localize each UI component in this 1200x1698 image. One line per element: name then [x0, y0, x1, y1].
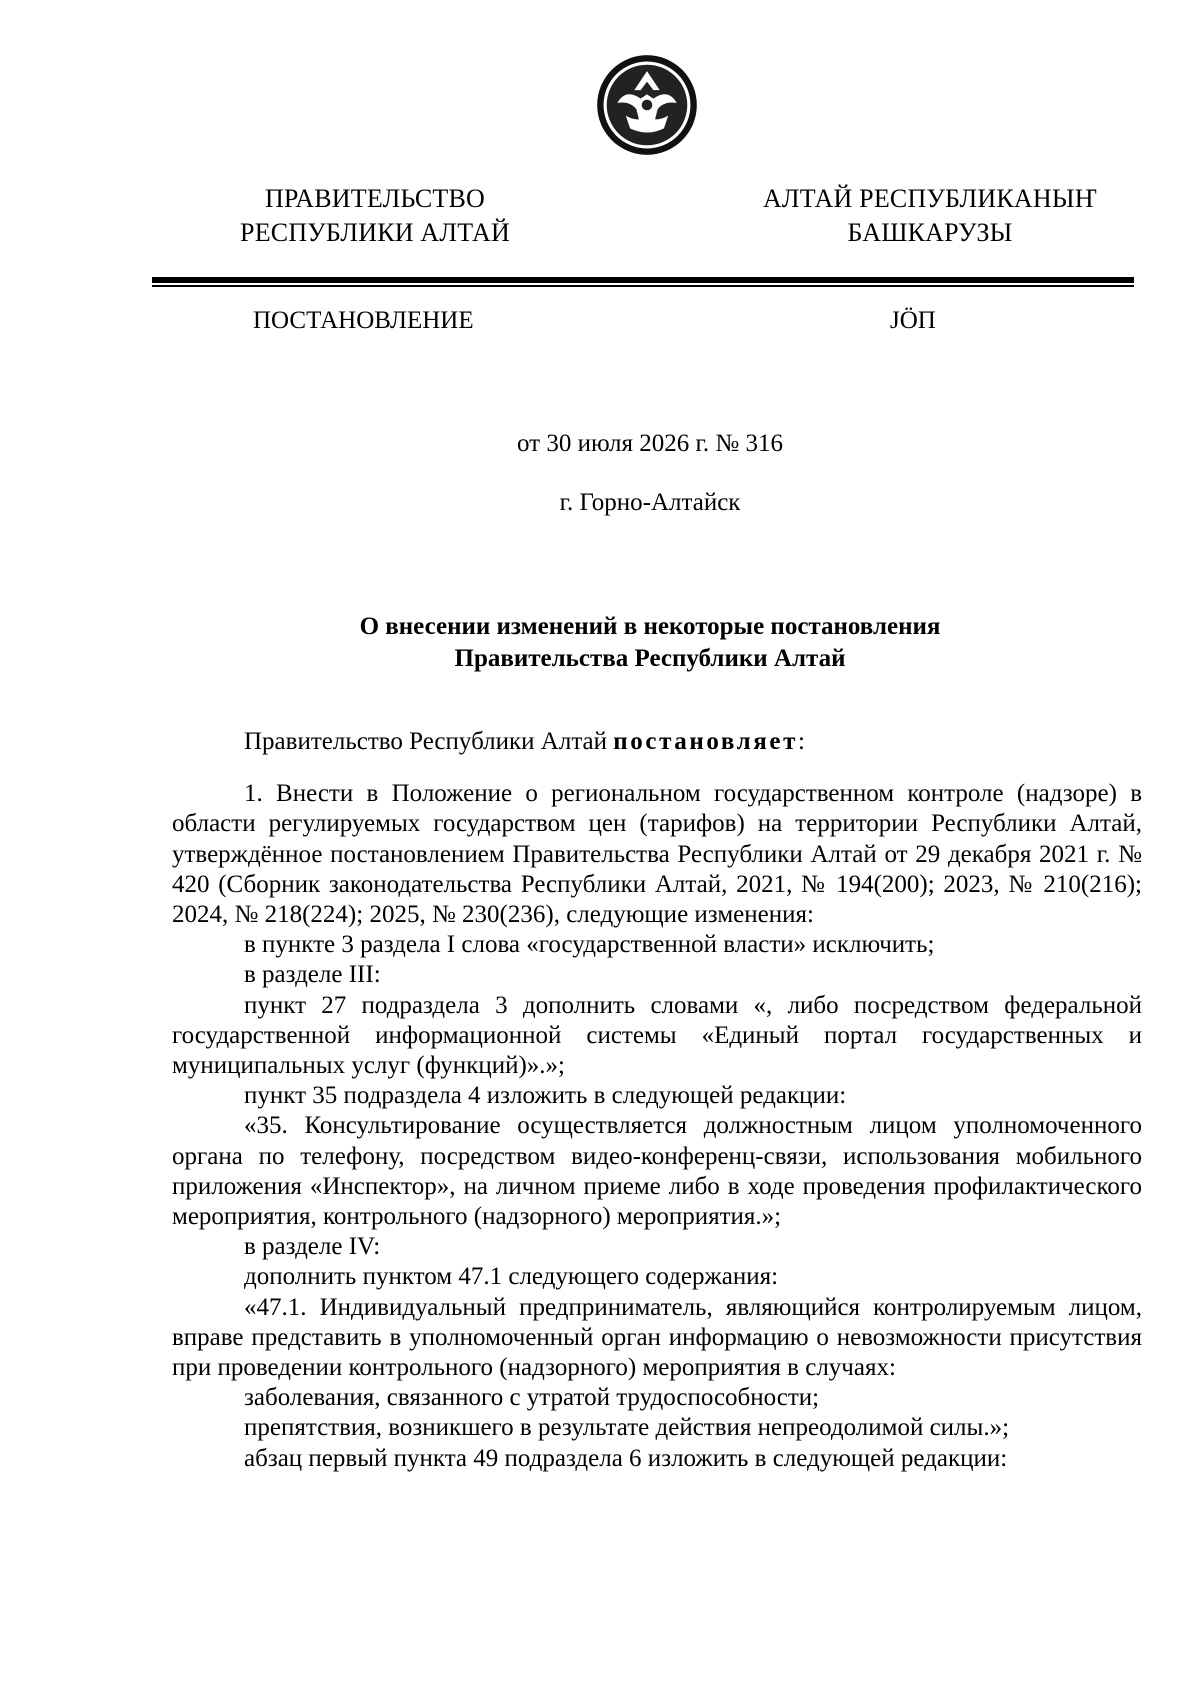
preamble — [172, 727, 1142, 757]
city-line: г. Горно-Алтайск — [559, 489, 741, 516]
document-body — [172, 727, 1142, 1474]
paragraph: дополнить пунктом 47.1 следующего содержания: — [244, 1263, 779, 1291]
header-divider-thin — [152, 285, 1134, 287]
paragraph: пункт 27 подраздела 3 дополнить словами «, либо посредством федеральной государственной информационной системы «Единый портал государственных и муниципальных услуг (функций)».»; — [172, 991, 1142, 1080]
coat-of-arms-icon — [594, 52, 700, 158]
header-right-line2: БАШКАРУЗЫ — [847, 218, 1013, 247]
header-left — [210, 182, 540, 250]
date-number-line: от 30 июля 2026 г. № 316 — [516, 430, 784, 457]
header-left-line1: ПРАВИТЕЛЬСТВО — [264, 184, 486, 213]
title-line1: О внесении изменений в некоторые постановления — [359, 613, 941, 640]
doctype-altai: JӦП — [890, 307, 936, 334]
preamble-verb: постановляет — [613, 728, 798, 755]
paragraph: абзац первый пункта 49 подраздела 6 изложить в следующей редакции: — [244, 1444, 1008, 1472]
paragraph: «35. Консультирование осуществляется должностным лицом уполномоченного органа по телефону, посредством видео-конференц-связи, использования мобильного приложения «Инспектор», на личном приеме либо в ходе проведения профилактического мероприятия, контрольного (надзорного) мероприятия.»; — [172, 1112, 1142, 1231]
preamble-lead: Правительство Республики Алтай — [244, 728, 614, 755]
paragraph: в разделе III: — [244, 961, 381, 989]
doctype-russian: ПОСТАНОВЛЕНИЕ — [253, 307, 474, 334]
header-divider-thick — [152, 277, 1134, 283]
title-line2: Правительства Республики Алтай — [454, 645, 846, 672]
paragraph: в разделе IV: — [244, 1233, 381, 1261]
paragraph: заболевания, связанного с утратой трудоспособности; — [244, 1384, 820, 1412]
paragraph: пункт 35 подраздела 4 изложить в следующей редакции: — [244, 1082, 847, 1110]
preamble-tail: : — [797, 728, 805, 755]
paragraph: 1. Внести в Положение о региональном государственном контроле (надзоре) в области регулируемых государством цен (тарифов) на территории Республики Алтай, утверждённое постановлением Правительства Республики Алтай от 29 декабря 2021 г. № 420 (Сборник законодательства Республики Алтай, 2021, № 194(200); 2023, № 210(216); 2024, № 218(224); 2025, № 230(236), следующие изменения: — [172, 780, 1142, 929]
header-left-line2: РЕСПУБЛИКИ АЛТАЙ — [240, 218, 510, 247]
paragraph: в пункте 3 раздела I слова «государственной власти» исключить; — [244, 931, 935, 959]
document-title — [290, 611, 1010, 675]
header-right — [745, 182, 1115, 250]
header-right-line1: АЛТАЙ РЕСПУБЛИКАНЫҤ — [762, 184, 1098, 213]
paragraph: «47.1. Индивидуальный предприниматель, являющийся контролируемым лицом, вправе представить в уполномоченный орган информацию о невозможности присутствия при проведении контрольного (надзорного) мероприятия в случаях: — [172, 1293, 1142, 1382]
paragraph: препятствия, возникшего в результате действия непреодолимой силы.»; — [244, 1414, 1010, 1442]
